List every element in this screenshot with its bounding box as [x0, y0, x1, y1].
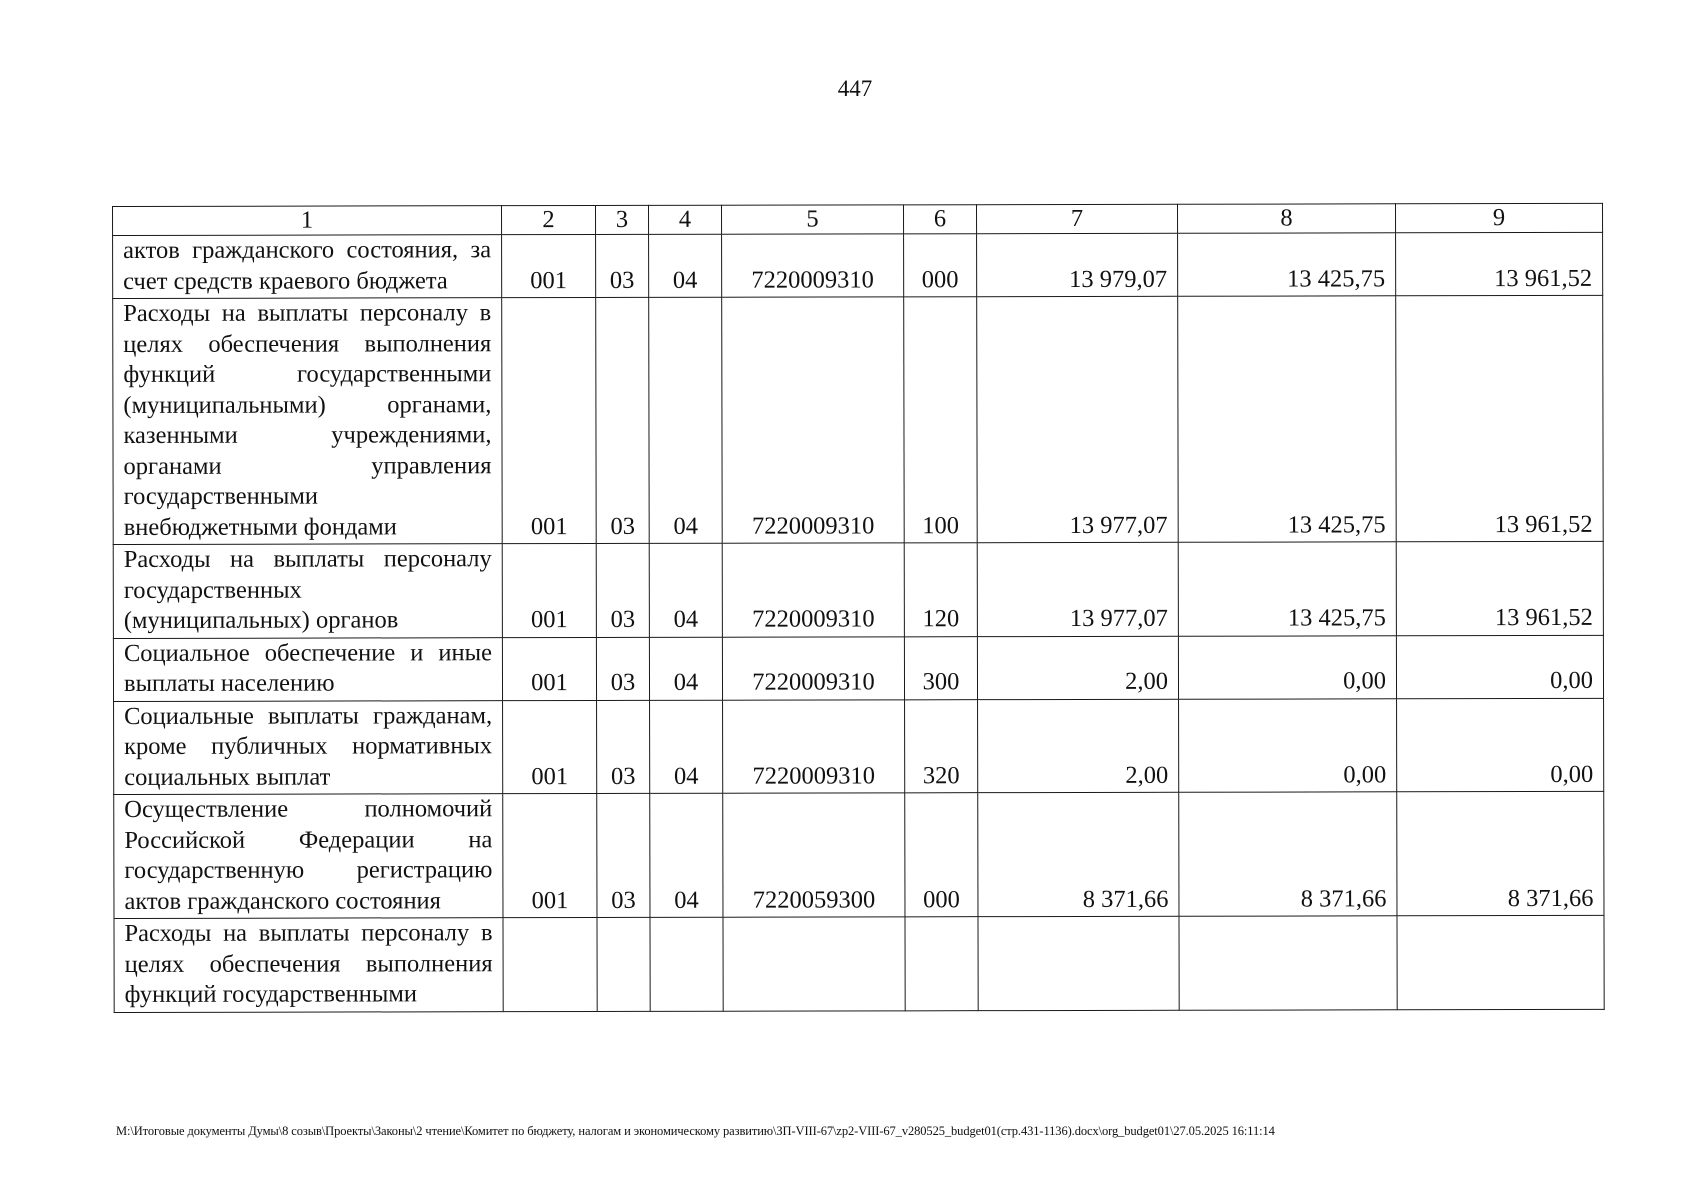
cell-amount: 0,00 — [1179, 698, 1397, 792]
table-row — [114, 698, 1604, 795]
page-number: 447 — [837, 76, 873, 101]
cell-amount: 13 425,75 — [1178, 542, 1396, 636]
cell-code — [597, 917, 650, 1011]
cell-code: 04 — [649, 637, 722, 700]
cell-code: 300 — [904, 636, 977, 699]
cell-code: 04 — [649, 543, 722, 637]
cell-code: 001 — [502, 543, 596, 637]
cell-code: 7220009310 — [723, 699, 905, 793]
cell-code: 100 — [904, 297, 978, 543]
cell-code: 04 — [650, 793, 723, 917]
cell-code: 001 — [503, 700, 597, 794]
row-name: Расходы на выплаты персоналу в целях обеспечения выполнения функций государственными (муниципальными) органами, казенными учреждениями, органами управления государственными внебюджетными фондами — [113, 298, 503, 545]
cell-code: 000 — [904, 234, 977, 297]
table-row — [114, 915, 1604, 1012]
cell-code: 7220059300 — [723, 793, 905, 917]
cell-code — [905, 917, 978, 1011]
table-row — [114, 791, 1604, 918]
cell-code: 7220009310 — [722, 297, 905, 543]
cell-amount — [1179, 916, 1397, 1010]
cell-amount: 13 961,52 — [1396, 232, 1603, 295]
budget-table — [112, 203, 1605, 1013]
row-name: Социальные выплаты гражданам, кроме публичных нормативных социальных выплат — [114, 700, 503, 794]
cell-amount: 0,00 — [1178, 635, 1396, 698]
column-header: 1 — [113, 206, 502, 236]
table-row — [113, 541, 1603, 638]
row-name: Расходы на выплаты персоналу государственных (муниципальных) органов — [113, 544, 502, 638]
cell-amount: 2,00 — [977, 636, 1178, 699]
cell-code: 04 — [649, 234, 722, 297]
cell-code: 04 — [649, 297, 723, 543]
row-name: Социальное обеспечение и иные выплаты населению — [113, 637, 502, 701]
table-row — [113, 295, 1604, 544]
cell-code: 320 — [905, 699, 978, 793]
cell-code: 001 — [502, 297, 597, 543]
row-name: Осуществление полномочий Российской Федерации на государственную регистрацию актов гражданского состояния — [114, 794, 503, 919]
cell-code: 03 — [596, 637, 649, 700]
table-row — [113, 232, 1603, 298]
cell-amount: 8 371,66 — [978, 792, 1179, 916]
column-header: 3 — [596, 205, 649, 234]
cell-amount: 8 371,66 — [1397, 791, 1604, 915]
cell-code: 04 — [650, 700, 723, 794]
column-header: 4 — [648, 205, 721, 234]
cell-code: 001 — [502, 234, 596, 297]
column-header: 2 — [502, 205, 596, 234]
cell-amount: 2,00 — [978, 699, 1179, 793]
cell-code — [723, 917, 905, 1011]
column-header: 6 — [903, 205, 976, 234]
cell-code: 7220009310 — [722, 543, 904, 637]
column-header: 5 — [721, 205, 903, 234]
cell-code: 120 — [904, 543, 977, 637]
cell-amount: 0,00 — [1396, 635, 1603, 698]
cell-amount: 13 425,75 — [1178, 296, 1397, 542]
cell-amount: 13 977,07 — [977, 542, 1178, 636]
table-row — [113, 635, 1603, 701]
cell-amount — [978, 916, 1179, 1010]
cell-code: 03 — [596, 234, 649, 297]
cell-code: 03 — [597, 793, 650, 917]
cell-amount: 13 425,75 — [1178, 233, 1396, 296]
cell-code — [650, 917, 723, 1011]
cell-amount: 0,00 — [1397, 698, 1604, 792]
row-name: актов гражданского состояния, за счет средств краевого бюджета — [113, 235, 502, 299]
column-header: 7 — [976, 204, 1177, 233]
cell-amount: 8 371,66 — [1179, 792, 1397, 916]
cell-code — [503, 917, 597, 1011]
row-name: Расходы на выплаты персоналу в целях обеспечения выполнения функций государственными — [114, 918, 503, 1012]
cell-code: 001 — [502, 637, 596, 700]
cell-code: 7220009310 — [722, 234, 904, 297]
footer-file-path: М:\Итоговые документы Думы\8 созыв\Проекты\Законы\2 чтение\Комитет по бюджету, налогам и экономическому развитию\ЗП-VIII-67\zp2-VIII-67_v280525_budget01(стр.431-1136).docx\org_budget01\27.05.2025 16:11:14 — [116, 1124, 1275, 1138]
cell-amount: 13 979,07 — [977, 233, 1178, 296]
cell-amount: 13 961,52 — [1396, 541, 1603, 635]
cell-amount: 13 961,52 — [1396, 295, 1604, 541]
column-header: 9 — [1395, 203, 1602, 232]
cell-code: 03 — [596, 297, 650, 543]
cell-code: 03 — [596, 543, 649, 637]
cell-code: 7220009310 — [722, 636, 904, 699]
cell-amount: 13 977,07 — [977, 296, 1179, 542]
cell-code: 000 — [905, 793, 978, 917]
cell-amount — [1397, 915, 1604, 1009]
table-header-row — [113, 203, 1603, 235]
cell-code: 03 — [597, 700, 650, 794]
cell-code: 001 — [503, 793, 597, 917]
column-header: 8 — [1177, 204, 1395, 233]
